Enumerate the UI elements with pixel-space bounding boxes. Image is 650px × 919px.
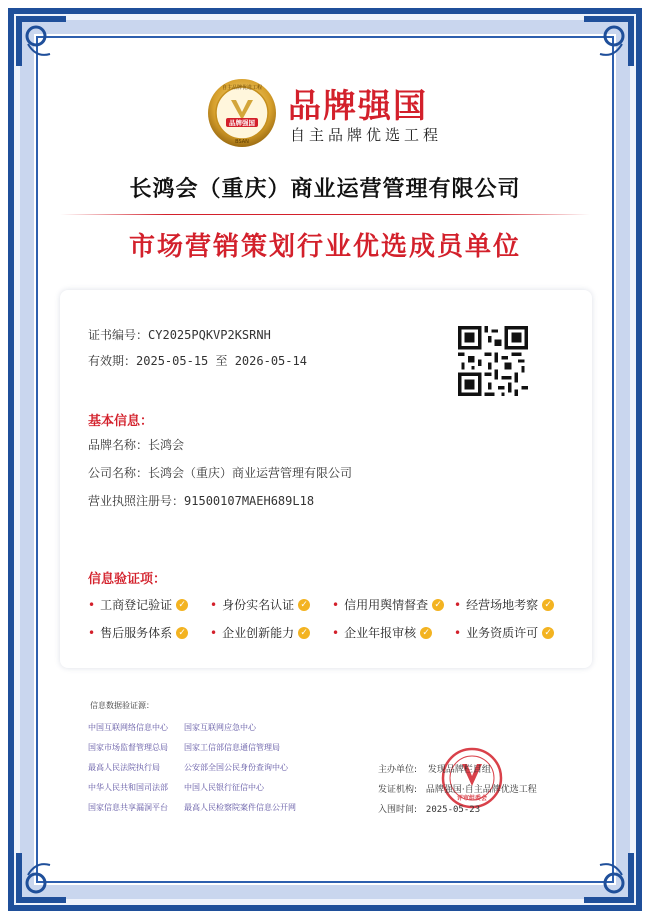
check-icon: ✓ [542, 599, 554, 611]
issuer-row [378, 782, 537, 795]
source-item: 国家互联网应急中心 [184, 723, 256, 732]
license-row [88, 492, 314, 509]
source-item: 最高人民检察院案件信息公开网 [184, 803, 296, 812]
validity-label: 有效期： [88, 354, 137, 368]
sources-title: 信息数据验证源： [90, 701, 154, 710]
check-icon: ✓ [298, 627, 310, 639]
verification-item-label: 企业创新能力 [222, 626, 295, 640]
corner-ornament-icon [582, 14, 636, 68]
host-value: 发现品牌栏目组 [427, 765, 491, 775]
badge-center-text: 品牌强国 [229, 119, 255, 127]
license-value: 91500107MAEH689L18 [184, 494, 315, 508]
corner-ornament-icon [14, 14, 68, 68]
bullet-icon: • [210, 597, 218, 612]
verification-item-label: 业务资质许可 [466, 626, 539, 640]
badge-top-text: 自主品牌优选工程 [221, 85, 263, 91]
brand-title: 品牌强国 [288, 86, 428, 125]
verification-item-label: 售后服务体系 [100, 626, 173, 640]
date-value: 2025-05-23 [425, 805, 481, 815]
source-item: 国家工信部信息通信管理局 [184, 743, 280, 752]
bullet-icon: • [88, 625, 96, 640]
source-item: 最高人民法院执行局 [88, 763, 160, 772]
source-item: 中华人民共和国司法部 [88, 783, 168, 792]
bullet-icon: • [210, 625, 218, 640]
brand-name-label: 品牌名称： [88, 438, 149, 452]
check-icon: ✓ [420, 627, 432, 639]
verification-item-label: 信用用舆情督查 [344, 598, 429, 612]
verification-item [454, 596, 554, 613]
brand-name-value: 长鸿会 [148, 438, 185, 452]
verification-item-label: 企业年报审核 [344, 626, 417, 640]
certificate-number-value: CY2025PQKVP2KSRNH [148, 328, 271, 342]
verification-heading: 信息验证项： [88, 572, 167, 587]
source-item: 中国人民银行征信中心 [184, 783, 264, 792]
brand-badge-logo [207, 78, 277, 148]
verification-item [332, 596, 444, 613]
badge-bottom-text: BSAN [235, 139, 249, 145]
bullet-icon: • [454, 625, 462, 640]
basic-info-heading: 基本信息： [88, 414, 154, 429]
certificate-number-row [88, 326, 271, 343]
company-name-value: 长鸿会（重庆）商业运营管理有限公司 [148, 466, 353, 480]
company-name-row [88, 464, 352, 481]
check-icon: ✓ [432, 599, 444, 611]
source-item: 公安部全国公民身份查询中心 [184, 763, 288, 772]
issuer-label: 发证机构: [378, 785, 418, 795]
source-item: 国家信息共享漏洞平台 [88, 803, 168, 812]
verification-item [210, 624, 310, 641]
check-icon: ✓ [176, 627, 188, 639]
qr-code-icon[interactable] [458, 326, 528, 396]
verification-item [332, 624, 432, 641]
verification-item-label: 工商登记验证 [100, 598, 173, 612]
verification-item-label: 身份实名认证 [222, 598, 295, 612]
brand-subtitle: 自主品牌优选工程 [290, 126, 443, 144]
check-icon: ✓ [298, 599, 310, 611]
corner-ornament-icon [582, 851, 636, 905]
member-unit-title: 市场营销策划行业优选成员单位 [128, 232, 521, 262]
verification-item-label: 经营场地考察 [466, 598, 539, 612]
company-name-heading: 长鸿会（重庆）商业运营管理有限公司 [129, 177, 521, 202]
bullet-icon: • [332, 625, 340, 640]
validity-row [88, 352, 307, 369]
check-icon: ✓ [542, 627, 554, 639]
host-label: 主办单位: [378, 765, 418, 775]
verification-item [88, 596, 188, 613]
license-label: 营业执照注册号： [88, 494, 185, 508]
check-icon: ✓ [176, 599, 188, 611]
bullet-icon: • [332, 597, 340, 612]
info-card [60, 290, 592, 668]
date-label: 入围时间: [378, 805, 418, 815]
corner-ornament-icon [14, 851, 68, 905]
verification-item [454, 624, 554, 641]
verification-item [210, 596, 310, 613]
verification-item [88, 624, 188, 641]
source-item: 中国互联网络信息中心 [88, 723, 168, 732]
company-name-label: 公司名称： [88, 466, 149, 480]
brand-name-row [88, 436, 184, 453]
official-seal-icon [440, 746, 504, 810]
validity-value: 2025-05-15 至 2026-05-14 [136, 354, 307, 368]
seal-text: 评审组委会 [456, 795, 488, 802]
host-row [378, 762, 491, 775]
bullet-icon: • [454, 597, 462, 612]
date-row [378, 802, 480, 815]
title-divider [60, 214, 590, 215]
bullet-icon: • [88, 597, 96, 612]
issuer-value: 品牌强国·自主品牌优选工程 [425, 785, 537, 795]
certificate-number-label: 证书编号： [88, 328, 149, 342]
source-item: 国家市场监督管理总局 [88, 743, 168, 752]
